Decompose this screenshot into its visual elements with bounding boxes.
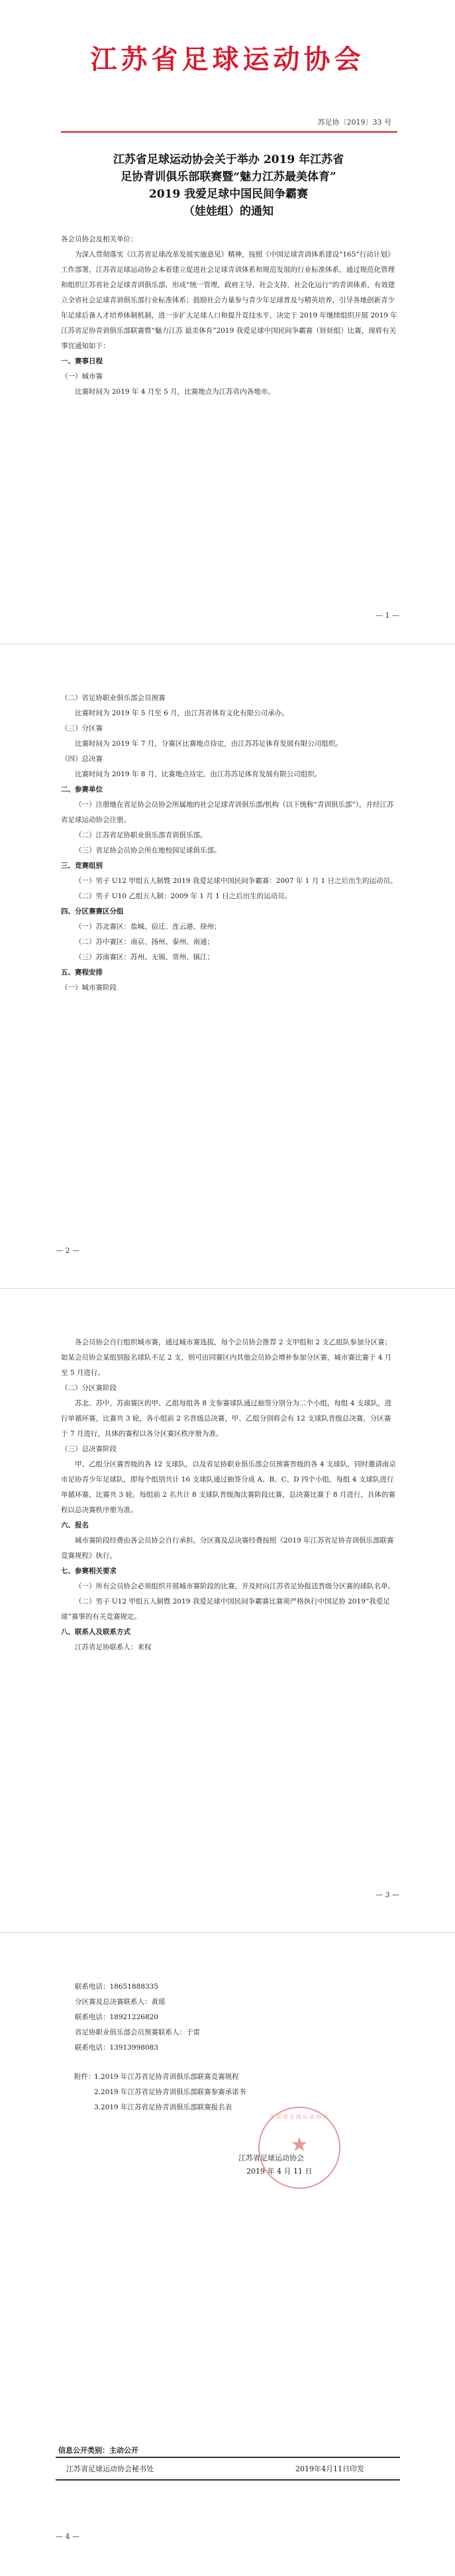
section-heading: 五、赛程安排: [61, 968, 103, 976]
section-heading: 一、赛事日程: [61, 357, 103, 365]
signature-org: 江苏省足球运动协会: [238, 2154, 304, 2162]
footer-rule: [56, 2457, 400, 2458]
attachment-link[interactable]: 2.2019 年江苏省足协青训俱乐部联赛参赛承诺书: [94, 2088, 246, 2096]
red-divider: [61, 131, 397, 133]
doc-title-line: （娃娃组）的通知: [183, 205, 274, 218]
paragraph: 各会员协会自行组织城市赛，通过城市赛选拔，每个会员协会推荐 2 支甲组和 2 支乙组队参加分区赛；如某会员协会某组别报名球队不足 2 支，则可由同赛区内其他会员协会增补参加分区赛，城市赛比赛于 4 月至 5 月进行。: [61, 1338, 392, 1377]
list-item: （二）苏中赛区：南京、扬州、泰州、南通；: [75, 938, 214, 946]
subsection-heading: （一）城市赛: [61, 373, 103, 381]
paragraph: （一）所有会员协会必须组织开展城市赛阶段的比赛，并及时向江苏省足协报送晋级分区赛的球队名单。: [75, 1582, 395, 1590]
attachment-link[interactable]: 3.2019 年江苏省足协青训俱乐部联赛报名表: [94, 2103, 232, 2111]
page4-contacts: [61, 1979, 397, 2056]
paragraph: 甲、乙组分区赛晋级的各 12 支球队，以及省足协职业俱乐部会员预赛晋级的各 4 支球队，同时邀请南京市足协青少年足球队，即每个组别共计 16 支球队通过抽签分成 A、B、C、D 四个小组，每组 4 支球队进行单循环赛，比赛共 3 轮。每组前 2 名共计 8 支球队晋级淘汰赛阶段比赛，总决赛比赛于 8 月进行，具体的赛程以总决赛秩序册为准。: [61, 1460, 396, 1514]
attachment-list: [94, 2070, 399, 2115]
contact-line: 联系电话：13913998083: [75, 2044, 158, 2052]
attachments-label: 附件：: [74, 2073, 95, 2081]
attachment-link[interactable]: 1.2019 年江苏省足协青训俱乐部联赛竞赛规程: [94, 2073, 239, 2081]
greeting: 各会员协会及相关单位：: [61, 235, 138, 243]
page-3: [0, 1289, 455, 1933]
paragraph: 比赛时间为 2019 年 4 月至 5 月，比赛地点为江苏省内各地市。: [75, 388, 275, 396]
subsection-heading: （三）分区赛: [61, 725, 103, 732]
paragraph: 比赛时间为 2019 年 5 月至 6 月，由江苏省体育文化有限公司承办。: [75, 709, 289, 717]
list-item: （三）省足协会员协会所在地校园足球俱乐部。: [75, 847, 221, 854]
subsection-heading: （二）分区赛阶段: [61, 1384, 117, 1392]
list-item: （二）江苏省足协职业俱乐部青训俱乐部。: [75, 831, 207, 839]
paragraph: 比赛时间为 2019 年 8 月，比赛地点待定，由江苏苏足体育发展有限公司组织。: [75, 770, 322, 778]
paragraph: 比赛时间为 2019 年 7 月，分赛区比赛地点待定，由江苏苏足体育发展有限公司组织。: [75, 740, 342, 748]
page-number: — 3 —: [376, 1891, 399, 1899]
intro-paragraph: 为深入贯彻落实《江苏省足球改革发展实施意见》精神，按照《中国足球青训体系建设“165”行动计划》工作部署，江苏省足球运动协会本着建立促进社会足球青训体系和规范发展的行业标准体系，通过规范化管理和组织江苏省社会足球青训俱乐部，形成“统一管理，政府主导，社会支持，社会化运行”的青训体系，有效建立全省社会足球青训俱乐部行业标准体系；鼓励社会力量参与青少年足球普及与精英培养，引导各地创新青少年足球后备人才培养体制机制，进一步扩大足球人口和提升竞技水平，决定于 2019 年继续组织开展 2019 年江苏省足协青训俱乐部联赛暨“魅力江苏 最美体育”2019 我爱足球中国民间争霸赛（娃娃组）比赛，现将有关事宜通知如下：: [61, 251, 397, 350]
section-heading: 八、联系人及联系方式: [61, 1628, 130, 1636]
list-item: （一）苏北赛区：盐城、宿迁、连云港、徐州；: [75, 923, 221, 931]
paragraph: 苏北、苏中、苏南赛区的甲、乙组每组各 8 支参赛球队通过抽签分别分为二个小组，每组 4 支球队，进行单循环赛，比赛共 3 轮，各小组前 2 名晋级总决赛，甲、乙组分别将会有 12 支球队晋级总决赛，分区赛于 7 月进行，具体的赛程以各分区赛区秩序册为准。: [61, 1399, 392, 1438]
section-heading: 三、竞赛组别: [61, 862, 103, 870]
section-heading: 七、参赛相关要求: [61, 1567, 117, 1575]
page-number: — 4 —: [56, 2532, 79, 2541]
contact-line: 省足协职业俱乐部会员预赛联系人：于雷: [75, 2028, 200, 2036]
footer-rule: [56, 2479, 400, 2481]
subsection-heading: （二）省足协职业俱乐部会员预赛: [61, 694, 166, 702]
contact-line: 联系电话：18921226820: [75, 2013, 158, 2021]
contact-line: 分区赛及总决赛联系人：黄瑶: [75, 1998, 166, 2006]
seal-text: 江苏省足球运动协会: [270, 2114, 329, 2120]
section-heading: 六、报名: [61, 1521, 89, 1529]
list-item: （三）苏南赛区：苏州、无锡、常州、镇江；: [75, 953, 214, 961]
list-item: （一）注册地在省足协会员协会所属地的社会足球青训俱乐部/机构（以下统称“青训俱乐部”），并经江苏省足球运动协会注册。: [61, 801, 394, 824]
page-number: — 1 —: [376, 611, 399, 620]
list-item: （二）男子 U10 乙组五人制：2009 年 1 月 1 日之后出生的运动员。: [75, 892, 292, 900]
footer-org: 江苏省足球运动协会秘书处: [66, 2465, 154, 2473]
page3-body: [61, 1335, 397, 1655]
paragraph: （二）男子 U12 甲组五人制暨 2019 我爱足球中国民间争霸赛比赛须严格执行中国足协 2019“我爱足球”赛事的有关竞赛规定。: [61, 1598, 390, 1621]
org-title: 江苏省足球运动协会: [90, 44, 365, 75]
subsection-heading: （一）城市赛阶段: [61, 984, 117, 992]
doc-title-line: 2019 我爱足球中国民间争霸赛: [148, 188, 309, 201]
contact-line: 联系电话：18651888335: [75, 1983, 158, 1991]
subsection-heading: （三）总决赛阶段: [61, 1445, 117, 1453]
list-item: （一）男子 U12 甲组五人制暨 2019 我爱足球中国民间争霸赛：2007 年 1 月 1 日之后出生的运动员。: [75, 877, 397, 885]
seal-star-icon: ★: [290, 2133, 309, 2156]
page2-body: [61, 691, 397, 996]
section-heading: 二、参赛单位: [61, 786, 103, 793]
page-1: [0, 0, 455, 644]
section-heading: 四、分区赛赛区分组: [61, 907, 124, 915]
paragraph: 江苏省足协联系人：来权: [75, 1643, 152, 1651]
paragraph: 城市赛阶段经费由各会员协会自行承担。分区赛及总决赛经费按照《2019 年江苏省足协青训俱乐部联赛竞赛规程》执行。: [61, 1537, 394, 1560]
disclosure-category: 信息公开类别：主动公开: [58, 2446, 138, 2455]
page-2: [0, 644, 455, 1289]
doc-number: 苏足协〔2019〕33 号: [317, 118, 391, 127]
doc-title-line: 江苏省足球运动协会关于举办 2019 年江苏省: [113, 153, 344, 166]
signature-date: 2019 年 4 月 11 日: [246, 2167, 313, 2176]
doc-title: [66, 151, 391, 220]
footer-date: 2019年4月11日印发: [295, 2465, 364, 2473]
page-number: — 2 —: [56, 1246, 79, 1255]
doc-title-line: 足协青训俱乐部联赛暨“魅力江苏最美体育”: [121, 170, 336, 184]
subsection-heading: （四）总决赛: [61, 755, 103, 763]
page1-body: [61, 232, 397, 400]
